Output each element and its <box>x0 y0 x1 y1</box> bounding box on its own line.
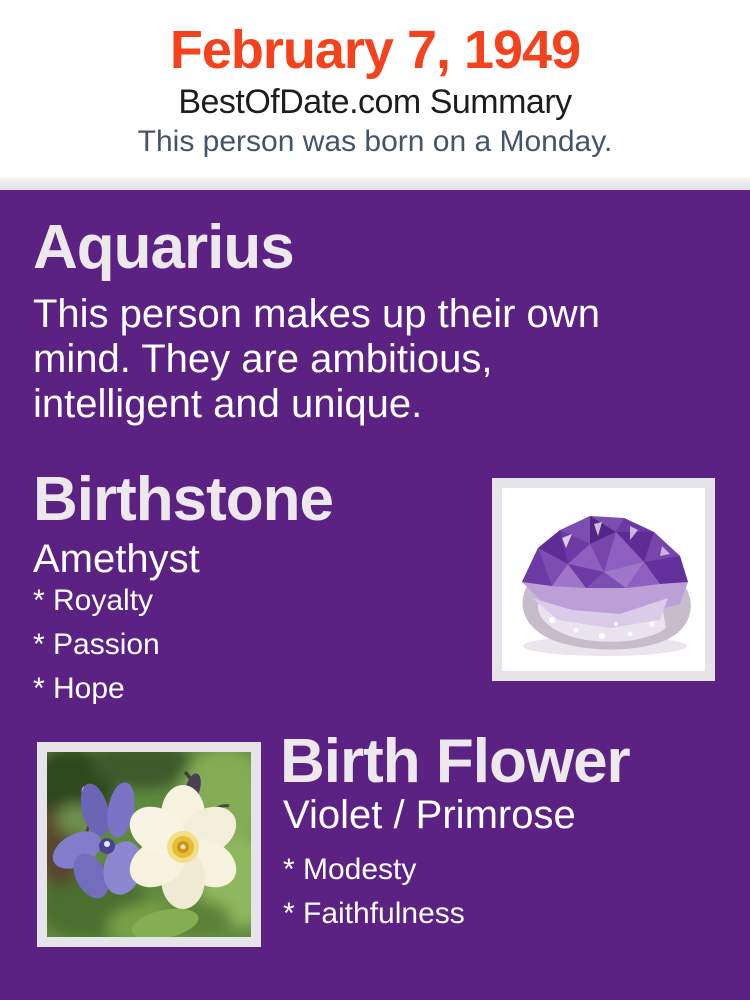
birth-flower-trait: * Modesty <box>283 853 417 886</box>
birth-flower-name: Violet / Primrose <box>283 793 576 837</box>
header <box>0 0 750 178</box>
zodiac-sign-title: Aquarius <box>33 213 294 282</box>
zodiac-description <box>33 292 600 427</box>
site-summary-title: BestOfDate.com Summary <box>178 83 572 121</box>
birthstone-name: Amethyst <box>33 537 200 581</box>
amethyst-photo <box>492 478 715 681</box>
birth-flower-title: Birth Flower <box>280 727 630 796</box>
birthstone-trait: * Royalty <box>33 584 154 617</box>
birth-flower-trait: * Faithfulness <box>283 897 465 930</box>
zodiac-description-line: intelligent and unique. <box>33 382 423 426</box>
birth-flower-traits-list <box>283 848 465 936</box>
amethyst-image <box>502 488 705 671</box>
birthstone-trait: * Passion <box>33 628 160 661</box>
birthstone-traits-list <box>33 579 160 711</box>
zodiac-description-line: This person makes up their own <box>33 292 600 336</box>
zodiac-description-line: mind. They are ambitious, <box>33 337 493 381</box>
summary-panel <box>0 190 750 1000</box>
birth-flower-photo <box>37 742 261 947</box>
date-title: February 7, 1949 <box>169 20 581 80</box>
violet-primrose-image <box>47 752 251 937</box>
birthstone-title: Birthstone <box>33 465 333 534</box>
born-day-text: This person was born on a Monday. <box>137 125 613 158</box>
header-divider <box>0 178 750 190</box>
birthstone-trait: * Hope <box>33 672 125 705</box>
